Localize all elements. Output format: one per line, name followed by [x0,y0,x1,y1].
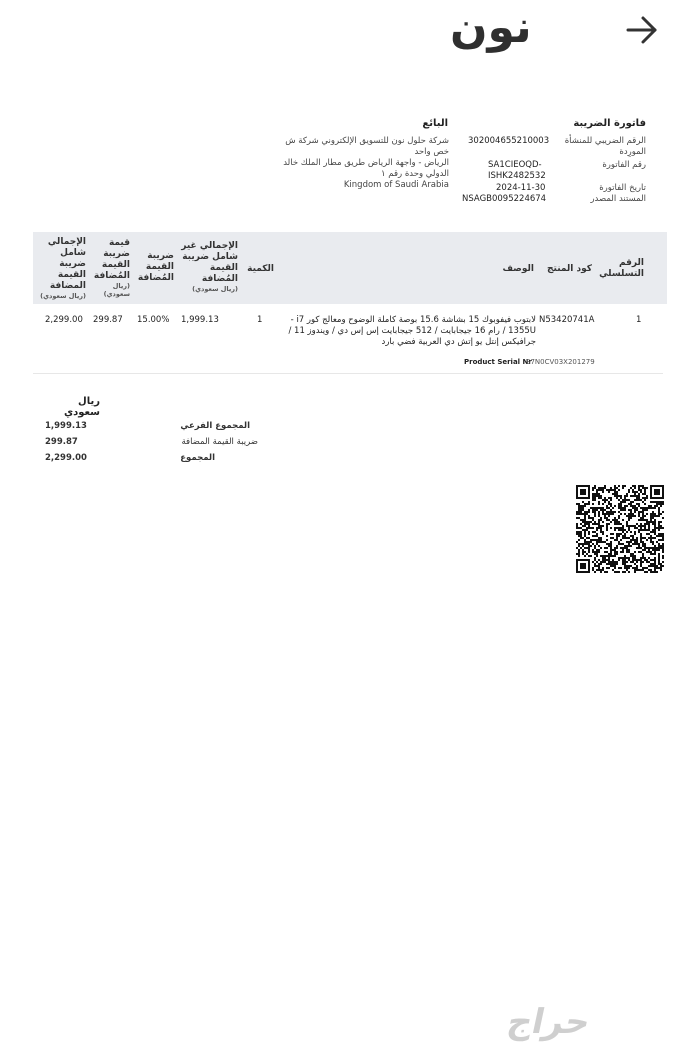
th-description: الوصف [502,264,534,274]
row-vat-rate: 15.00% [137,315,170,325]
tax-number-label: الرقم الضريبي للمنشأة المورِدة [564,136,646,157]
row-vat-amount: 299.87 [93,315,123,325]
th-vat-amount: قيمة ضريبة القيمة المُضافة (ريال سعودي) [93,238,130,298]
total-value: 2,299.00 [45,453,87,463]
source-document-label: المستند المصدر [590,194,646,204]
row-qty: 1 [257,315,263,325]
noon-logo: نون [450,2,532,53]
th-sku: كود المنتج [547,264,592,274]
row-description: لابتوب فيفوبوك 15 بشاشة 15.6 بوصة كاملة الوضوح ومعالج كور i7 - 1355U / رام 16 جيجابايت / 512 جيجابايت إس إس دي / ويندوز 11 / جرافيكس إنتل يو إتش دي العربية فضي بارد [288,315,536,347]
total-label: المجموع [180,453,215,463]
tax-number-value: 302004655210003 [468,136,550,146]
row-sku: N53420741A [539,315,595,325]
th-serial: الرقم التسلسلي [599,258,644,279]
th-qty: الكمية [247,264,274,274]
arrow-right-icon[interactable] [622,10,662,50]
invoice-date-label: تاريخ الفاتورة [599,183,646,193]
qr-code [576,485,664,573]
vat-label: ضريبة القيمة المضافة [181,437,258,447]
product-serial-label: Product Serial Nr [464,358,532,366]
th-vat-rate: ضريبة القيمة المُضافة [137,251,174,283]
currency-title: ريال سعودي [63,396,100,418]
invoice-number-value: SA1CIEOQD- ISHK2482532 [488,160,546,181]
vat-value: 299.87 [45,437,78,447]
invoice-title: فاتورة الضريبة [573,118,646,129]
row-total-inc-vat: 2,299.00 [45,315,83,325]
haraj-watermark: حراج [503,1002,595,1042]
product-serial-value: S7N0CV03X201279 [526,358,595,366]
subtotal-value: 1,999.13 [45,421,87,431]
row-total-ex-vat: 1,999.13 [181,315,219,325]
row-divider [33,373,663,374]
source-document-value: NSAGB0095224674 [462,194,547,204]
seller-title: البائع [422,118,448,129]
subtotal-label: المجموع الفرعي [180,421,250,431]
invoice-number-label: رقم الفاتورة [602,160,646,170]
th-total-inc-vat: الإجمالي شامل ضريبة القيمة المضافة (ريال سعودي) [40,237,86,300]
seller-address: شركة حلول نون للتسويق الإلكتروني شركة ش خص واحد الرياض - واجهة الرياض طريق مطار الملك خالد الدولي وحدة رقم ١ Kingdom of Saudi Arabia [283,136,449,190]
invoice-date-value: 2024-11-30 [496,183,546,193]
row-serial: 1 [636,315,642,325]
th-total-ex-vat: الإجمالي غير شامل ضريبة القيمة المُضافة (ريال سعودي) [181,241,238,293]
